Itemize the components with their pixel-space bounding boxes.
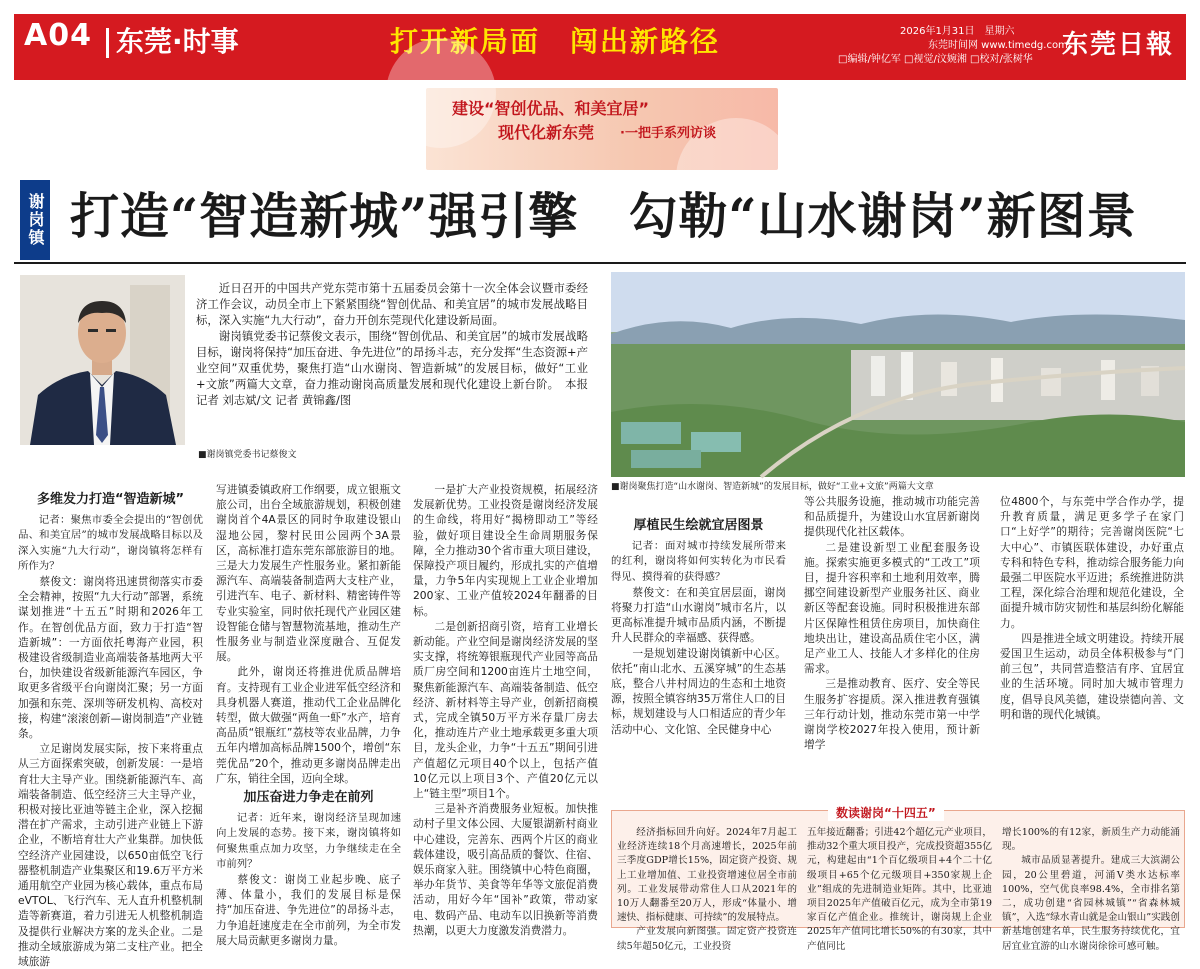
body-paragraph: 三是补齐消费服务业短板。加快推动村子里文体公园、大厦银湖新村商业中心建设，完善东、西两个片区的商业载体建设，吸引高品质的餐饮、住宿、娱乐商家入驻。围绕镇中心特色商圈，举办年货节、美食等年华等文旅促消费活动，用好今年“国补”政策，带动家电、数码产品、电动车以旧换新等消费热潮，以更大力度激发消费潜力。 <box>413 802 598 937</box>
header-slogan: 打开新局面 闯出新路径 <box>390 25 721 58</box>
data-box-column-3 <box>1002 826 1180 952</box>
body-paragraph: 四是推进全域文明建设。持续开展爱国卫生运动，动员全体积极参与“门前三包”，共同营造整洁有序、宜居宜业的生活环境。同时加大城市管理力度，倡导良风美德，建设崇德向善、文明和谐的现代化城镇。 <box>1000 631 1184 721</box>
interview-question: 记者：聚焦市委全会提出的“智创优品、和美宜居”的城市发展战略目标以及深入实施“九大行动”，谢岗镇将怎样有所作为？ <box>18 514 203 572</box>
interview-answer: 蔡俊文：谢岗工业起步晚、底子薄、体量小，我们的发展目标是保持“加压奋进、争先进位”的昂扬斗志，力争追赶速度走在全市前列，为全市发展大局贡献更多谢岗力量。 <box>216 873 401 947</box>
issue-date: 2026年1月31日 星期六 <box>900 26 1015 37</box>
article-column-1 <box>18 488 203 969</box>
interview-answer: 蔡俊文：在和美宜居层面，谢岗将聚力打造“山水谢岗”城市名片，以更高标准提升城市品质内涵，不断提升人民群众的幸福感、获得感。 <box>611 585 786 645</box>
article-column-3 <box>413 482 598 937</box>
headline-rule <box>14 262 1186 264</box>
aerial-illustration <box>611 272 1185 477</box>
body-paragraph: 二是建设新型工业配套服务设施。探索实施更多模式的“工改工”项目，提升容积率和土地利用效率，腾挪空间建设新型产业服务社区、商业新区等配套设施。同时积极推进东部片区保障性租赁住房项目，加快商住地块出让，建设高品质住宅小区，满足产业工人、技能人才多样化的住房需求。 <box>804 540 980 676</box>
aerial-photo-caption: ■谢岗聚焦打造“山水谢岗、智造新城”的发展目标，做好“工业+文旅”两篇大文章 <box>611 482 934 492</box>
article-column-2 <box>216 482 401 947</box>
subhead-press-forward: 加压奋进力争走在前列 <box>243 790 374 806</box>
page-code: A04 <box>24 18 92 53</box>
data-box-column-1 <box>617 826 797 952</box>
newspaper-masthead-logo: 东莞日報 <box>1062 30 1175 60</box>
body-paragraph: 一是规划建设谢岗镇新中心区。依托“南山北水、五溪穿城”的生态基底，整合八井村周边的生态和土地资源，按照全镇容纳35万常住人口的目标，规划建设与人口相适应的青少年活动中心、文化馆、全民健身中心 <box>611 646 786 736</box>
editor-credits: □编辑/钟亿军 □视觉/汶婉湘 □校对/张树华 <box>838 54 1033 65</box>
website-line[interactable]: 东莞时间网 www.timedg.com <box>928 40 1068 51</box>
data-paragraph: 增长100%的有12家，新质生产力动能涌现。 <box>1002 827 1180 853</box>
data-paragraph: 城市品质显著提升。建成三大滨湖公园，20公里碧道，河涌V类水达标率100%，空气优良率98.4%，全市排名第二，成功创建“省园林城镇”“省森林城镇”，入选“绿水青山就是金山银山”实践创新基地创建名单，民生服务持续优化，宜居宜业宜游的山水谢岗徐徐可感可触。 <box>1002 855 1180 952</box>
intro-paragraph: 近日召开的中国共产党东莞市第十五届委员会第十一次全体会议暨市委经济工作会议，动员全市上下紧紧围绕“智创优品、和美宜居”的城市发展战略目标，深入实施“九大行动”，奋力开创东莞现代化建设新局面。 <box>196 281 588 327</box>
body-paragraph: 三是推动教育、医疗、安全等民生服务扩容提质。深入推进教育强镇三年行动计划，推动东莞市第一中学谢岗学校2027年投入使用，预计新增学 <box>804 677 980 752</box>
interview-question: 记者：近年来，谢岗经济呈现加速向上发展的态势。接下来，谢岗镇将如何聚焦重点加力攻坚，力争继续走在全市前列？ <box>216 812 401 870</box>
body-paragraph: 位4800个，与东莞中学合作办学，提升教育质量，满足更多学子在家门口“上好学”的期待；完善谢岗医院“七大中心”、市镇医联体建设，办好重点专科和特色专科，推动综合服务能力向最强二甲医院水平迈进；系统推进防洪工程，深化综合治理和规范化建设，全面提升城市防灾韧性和基层纠纷化解能力。 <box>1000 495 1184 630</box>
interview-question: 记者：面对城市持续发展所带来的红利，谢岗将如何实转化为市民看得见、摸得着的获得感？ <box>611 540 786 583</box>
subhead-smart-manufacturing: 多维发力打造“智造新城” <box>36 492 185 507</box>
article-headline: 打造“智造新城”强引擎 勾勒“山水谢岗”新图景 <box>70 187 1137 245</box>
portrait-caption: ■谢岗镇党委书记蔡俊文 <box>198 450 297 460</box>
body-paragraph: 一是扩大产业投资规模，拓展经济发展新优势。工业投资是谢岗经济发展的生命线，将用好“揭榜即动工”等经验，做好项目建设全生命周期服务保障，全力推动30个省市重大项目建设，保障投产项目履约，形成扎实的产值增量，力争5年内实现规上工业企业增加200家、工业产值较2024年翻番的目标。 <box>413 483 598 618</box>
portrait-illustration <box>20 275 185 445</box>
banner-title-line1: 建设“智创优品、和美宜居” <box>452 99 650 118</box>
article-column-4 <box>611 514 786 804</box>
aerial-town-photo <box>611 272 1185 477</box>
banner-title-line2: 现代化新东莞 <box>498 123 595 142</box>
body-paragraph: 此外，谢岗还将推进优质品牌培育。支持现有工业企业进军低空经济和具身机器人赛道，推动代工企业品牌化转型，做大做强“两鱼一虾”水产，培育高品质“银瓶红”荔枝等农业品牌，力争五年内增加高标品牌1500个，增创“东莞优品”20个，推动更多谢岗品牌走出广东，销往全国，迈向全球。 <box>216 665 401 785</box>
subhead-livable-city: 厚植民生绘就宜居图景 <box>633 518 764 533</box>
section-title: 东莞·时事 <box>116 25 239 58</box>
article-column-6 <box>1000 494 1184 804</box>
body-paragraph: 二是创新招商引资，培育工业增长新动能。产业空间是谢岗经济发展的坚实支撑，将统筹银瓶现代产业园等高品质厂房空间和1200亩连片土地空间，聚焦新能源汽车、高端装备制造、低空经济、新材料等主导产业，创新招商模式，完成全镇50万平方米存量厂房去化，推动连片产业土地承载更多重大项目，龙头企业，力争“十五五”期间引进产值超亿元项目40个以上，包括产值10亿元以上项目3个、产值20亿元以上“链主型”项目1个。 <box>413 619 598 801</box>
body-paragraph: 等公共服务设施，推动城市功能完善和品质提升，为建设山水宜居新谢岗提供现代化社区载体。 <box>804 495 980 539</box>
header-divider <box>106 28 109 58</box>
intro-paragraph: 谢岗镇党委书记蔡俊文表示，围绕“智创优品、和美宜居”的城市发展战略目标，谢岗将保持“加压奋进、争先进位”的昂扬斗志，充分发挥“生态资源+产业空间”双重优势，聚焦打造“山水谢岗、智造新城”的发展目标，做好“工业+文旅”两篇大文章，奋力推动谢岗高质量发展和现代化建设上新台阶。 本报记者 刘志斌/文 记者 黄锦鑫/图 <box>196 329 588 407</box>
article-column-5 <box>804 494 980 804</box>
article-intro <box>196 280 588 408</box>
banner-series-name: ·一把手系列访谈 <box>620 126 716 141</box>
body-paragraph: 写进镇委镇政府工作纲要，成立银瓶文旅公司，出台全域旅游规划，积极创建谢岗首个4A景区的同时争取建设银山湿地公园，黎村民田公园两个3A景区，高标准打造东莞东部旅游目的地。三是大力发展生产性服务业。紧扣新能源汽车、高端装备制造两大支柱产业，引进汽车、电子、新材料、精密铸件等专业实验室，同时依托现代产业园区建设智能仓储与智慧物流基地，推动生产性服务业与制造业深度融合、互促发展。 <box>216 483 401 664</box>
data-paragraph: 经济指标回升向好。2024年7月起工业经济连续18个月高速增长，2025年前三季度GDP增长15%，固定资产投资、规上工业增加值、工业投资增速位居全市前列。工业发展带动常住人口从2021年的10万人翻番至20万人，形成“体量小、增速快、指标健康、可持续”的发展特点。 <box>617 827 797 924</box>
data-box-column-2 <box>807 826 992 952</box>
data-box-label: 数读谢岗“十四五” <box>828 804 944 821</box>
body-paragraph: 立足谢岗发展实际，按下来将重点从三方面探索突破，创新发展：一是培育壮大主导产业。围绕新能源汽车、高端装备制造、低空经济三大主导产业，积极对接比亚迪等链主企业，深入挖掘潜在扩产需求，主动引进产业链上下游企业，不断培育壮大产业集群。加快低空经济产业园建设，以650亩低空飞行器整机制造产业集聚区和19.6万平方米通用航空产业园为核心载体，重点布局eVTOL、飞行汽车、无人直升机整机制造等新赛道，着力引进无人机整机制造及提供行业解决方案的龙头企业。二是推动全域旅游成为第二支柱产业。把全域旅游 <box>18 742 203 969</box>
portrait-photo <box>20 275 185 445</box>
data-paragraph: 五年接近翻番；引进42个超亿元产业项目，推动32个重大项目投产，完成投资超355亿元，构建起由“1个百亿级项目+4个二十亿级项目+65个亿元级项目+350家规上企业”组成的先进制造业矩阵。其中，比亚迪项目2025年产值破百亿元，成为全市第19家百亿产值企业。推统计，谢岗规上企业2025年产值同比增长50%的有30家，其中产值同比 <box>807 827 992 952</box>
data-paragraph: 产业发展向新图强。固定资产投资连续5年超50亿元，工业投资 <box>617 926 797 952</box>
interview-answer: 蔡俊文：谢岗将迅速贯彻落实市委全会精神，按照“九大行动”部署，系统谋划推进“十五五”时期和2026年工作。在智创优品方面，致力于打造“智造新城”：一方面依托粤海产业园，积极建设省级制造业高端装备基地两大平台，加快建设省级新能源汽车园区，争取更多省级平台向谢岗汇聚；另一方面加强和东莞、深圳等研发机构、高校对接，构建“滚滚创新—谢岗制造”产业链条。 <box>18 575 203 741</box>
town-tag: 谢岗镇 <box>20 180 50 260</box>
